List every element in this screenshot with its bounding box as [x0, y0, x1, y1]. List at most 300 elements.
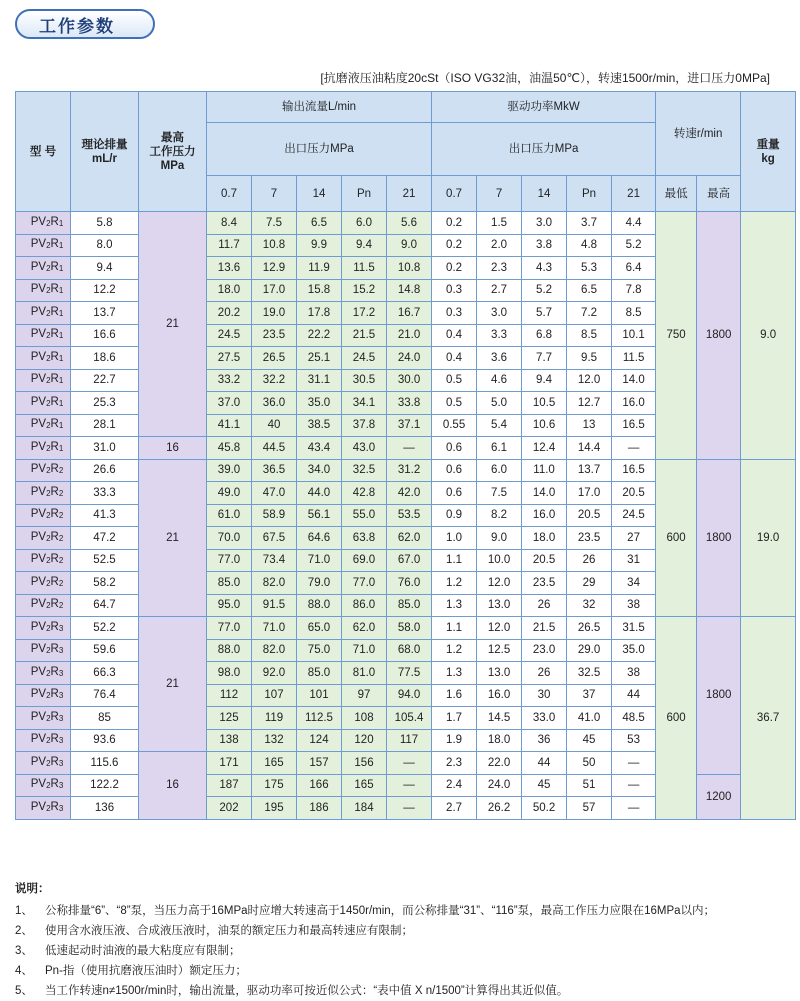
note-item	[15, 981, 785, 1001]
power-cell: 9.4	[522, 369, 567, 392]
header-flow-p1: 0.7	[207, 176, 252, 212]
power-cell: 0.5	[432, 392, 477, 415]
power-cell: 10.5	[522, 392, 567, 415]
power-cell: 21.5	[522, 617, 567, 640]
flow-cell: 11.7	[207, 234, 252, 257]
model-part: 2	[46, 781, 51, 791]
model-part: PV	[30, 238, 47, 251]
model-cell	[16, 504, 71, 527]
power-cell: 20.5	[612, 482, 656, 505]
flow-cell: 202	[207, 797, 252, 820]
model-part: R	[50, 508, 59, 521]
model-part: 2	[46, 421, 51, 431]
flow-cell: 71.0	[252, 617, 297, 640]
flow-cell: 32.5	[342, 459, 387, 482]
power-cell: 11.5	[612, 347, 656, 370]
flow-cell: 49.0	[207, 482, 252, 505]
flow-cell: 25.1	[297, 347, 342, 370]
power-cell: 5.2	[522, 279, 567, 302]
power-cell: —	[612, 752, 656, 775]
power-cell: 12.7	[567, 392, 612, 415]
model-part: 2	[58, 556, 64, 566]
header-flow-p2: 7	[252, 176, 297, 212]
flow-cell: 112	[207, 684, 252, 707]
flow-cell: 77.0	[207, 617, 252, 640]
power-cell: 23.5	[522, 572, 567, 595]
model-cell	[16, 684, 71, 707]
power-cell: 12.0	[477, 617, 522, 640]
power-cell: 34	[612, 572, 656, 595]
model-cell	[16, 392, 71, 415]
max-pressure-cell: 16	[139, 437, 207, 460]
model-part: 1	[58, 443, 64, 453]
model-part: 3	[58, 803, 64, 813]
power-cell: 29.0	[567, 639, 612, 662]
flow-cell: 88.0	[207, 639, 252, 662]
header-flow-outlet-pressure: 出口压力MPa	[207, 123, 432, 176]
flow-cell: 11.9	[297, 257, 342, 280]
note-number: 5、	[15, 985, 33, 997]
displacement-cell: 22.7	[71, 369, 139, 392]
displacement-cell: 47.2	[71, 527, 139, 550]
model-part: R	[50, 755, 59, 768]
displacement-cell: 136	[71, 797, 139, 820]
speed-min-cell: 600	[656, 617, 697, 820]
note-item	[15, 921, 785, 941]
power-cell: 53	[612, 729, 656, 752]
displacement-cell: 76.4	[71, 684, 139, 707]
power-cell: 16.0	[612, 392, 656, 415]
model-part: PV	[30, 328, 47, 341]
flow-cell: 92.0	[252, 662, 297, 685]
model-part: R	[50, 620, 59, 633]
model-part: 3	[58, 758, 64, 768]
flow-cell: 58.0	[387, 617, 432, 640]
power-cell: 38	[612, 594, 656, 617]
flow-cell: 44.5	[252, 437, 297, 460]
flow-cell: 24.0	[387, 347, 432, 370]
model-part: 1	[58, 241, 64, 251]
power-cell: 1.2	[432, 572, 477, 595]
flow-cell: 15.8	[297, 279, 342, 302]
note-number: 1、	[15, 905, 33, 917]
header-power-p2: 7	[477, 176, 522, 212]
model-cell	[16, 774, 71, 797]
model-part: PV	[30, 530, 47, 543]
flow-cell: 33.2	[207, 369, 252, 392]
header-power-p5: 21	[612, 176, 656, 212]
power-cell: 13.7	[567, 459, 612, 482]
model-cell	[16, 572, 71, 595]
power-cell: 0.2	[432, 234, 477, 257]
power-cell: 45	[522, 774, 567, 797]
model-part: PV	[30, 485, 47, 498]
weight-cell: 19.0	[741, 459, 796, 617]
model-part: R	[50, 373, 59, 386]
model-part: 2	[46, 286, 51, 296]
header-weight: 重量 kg	[741, 92, 796, 212]
displacement-cell: 85	[71, 707, 139, 730]
power-cell: 32	[567, 594, 612, 617]
model-part: PV	[30, 350, 47, 363]
model-part: 2	[46, 398, 51, 408]
model-part: R	[50, 800, 59, 813]
model-cell	[16, 639, 71, 662]
power-cell: 4.6	[477, 369, 522, 392]
header-model: 型 号	[16, 92, 71, 212]
flow-cell: 36.0	[252, 392, 297, 415]
displacement-cell: 33.3	[71, 482, 139, 505]
model-part: 2	[46, 308, 51, 318]
flow-cell: 15.2	[342, 279, 387, 302]
power-cell: 24.0	[477, 774, 522, 797]
power-cell: 38	[612, 662, 656, 685]
power-cell: 8.5	[612, 302, 656, 325]
model-cell	[16, 594, 71, 617]
table-row	[16, 459, 796, 482]
speed-max-cell: 1800	[697, 617, 741, 775]
flow-cell: 156	[342, 752, 387, 775]
power-cell: 14.0	[522, 482, 567, 505]
power-cell: 1.1	[432, 549, 477, 572]
model-cell	[16, 459, 71, 482]
header-power-p1: 0.7	[432, 176, 477, 212]
flow-cell: 31.1	[297, 369, 342, 392]
flow-cell: 40	[252, 414, 297, 437]
flow-cell: 20.2	[207, 302, 252, 325]
power-cell: 50.2	[522, 797, 567, 820]
model-part: 1	[58, 286, 64, 296]
power-cell: 16.0	[522, 504, 567, 527]
power-cell: 0.6	[432, 437, 477, 460]
model-part: R	[50, 665, 59, 678]
model-part: R	[50, 643, 59, 656]
model-cell	[16, 729, 71, 752]
max-pressure-cell: 21	[139, 617, 207, 752]
model-part: R	[50, 440, 59, 453]
model-part: R	[50, 238, 59, 251]
power-cell: 0.6	[432, 482, 477, 505]
table-row	[16, 212, 796, 235]
model-cell	[16, 302, 71, 325]
power-cell: 12.0	[477, 572, 522, 595]
note-number: 2、	[15, 925, 33, 937]
model-part: R	[50, 283, 59, 296]
flow-cell: 165	[252, 752, 297, 775]
flow-cell: 108	[342, 707, 387, 730]
displacement-cell: 5.8	[71, 212, 139, 235]
power-cell: 44	[522, 752, 567, 775]
power-cell: 7.5	[477, 482, 522, 505]
note-item	[15, 901, 785, 921]
model-part: R	[50, 553, 59, 566]
power-cell: 4.8	[567, 234, 612, 257]
notes	[15, 880, 785, 1001]
model-part: R	[50, 215, 59, 228]
displacement-cell: 31.0	[71, 437, 139, 460]
flow-cell: 19.0	[252, 302, 297, 325]
flow-cell: 12.9	[252, 257, 297, 280]
power-cell: 9.5	[567, 347, 612, 370]
model-part: PV	[30, 373, 47, 386]
power-cell: 2.0	[477, 234, 522, 257]
model-part: 2	[46, 623, 51, 633]
flow-cell: 18.0	[207, 279, 252, 302]
power-cell: 0.4	[432, 347, 477, 370]
power-cell: 0.55	[432, 414, 477, 437]
flow-cell: 37.8	[342, 414, 387, 437]
model-part: 2	[46, 578, 51, 588]
power-cell: 3.8	[522, 234, 567, 257]
flow-cell: 63.8	[342, 527, 387, 550]
model-part: PV	[30, 575, 47, 588]
model-part: 1	[58, 376, 64, 386]
power-cell: 9.0	[477, 527, 522, 550]
flow-cell: 62.0	[342, 617, 387, 640]
power-cell: 23.5	[567, 527, 612, 550]
flow-cell: 53.5	[387, 504, 432, 527]
model-part: 1	[58, 218, 64, 228]
power-cell: 35.0	[612, 639, 656, 662]
displacement-cell: 26.6	[71, 459, 139, 482]
flow-cell: 9.4	[342, 234, 387, 257]
model-part: PV	[30, 733, 47, 746]
power-cell: 1.3	[432, 594, 477, 617]
flow-cell: 45.8	[207, 437, 252, 460]
power-cell: 11.0	[522, 459, 567, 482]
power-cell: 17.0	[567, 482, 612, 505]
max-pressure-cell: 21	[139, 212, 207, 437]
max-pressure-cell: 16	[139, 752, 207, 820]
power-cell: 1.0	[432, 527, 477, 550]
section-title: 工作参数	[15, 9, 155, 39]
flow-cell: 22.2	[297, 324, 342, 347]
model-cell	[16, 212, 71, 235]
model-part: 2	[46, 601, 51, 611]
model-part: R	[50, 778, 59, 791]
power-cell: 27	[612, 527, 656, 550]
power-cell: 32.5	[567, 662, 612, 685]
flow-cell: 10.8	[252, 234, 297, 257]
model-part: PV	[30, 665, 47, 678]
displacement-cell: 58.2	[71, 572, 139, 595]
model-part: R	[50, 418, 59, 431]
power-cell: 0.2	[432, 212, 477, 235]
power-cell: —	[612, 437, 656, 460]
speed-max-cell: 1800	[697, 459, 741, 617]
flow-cell: 32.2	[252, 369, 297, 392]
flow-cell: 30.0	[387, 369, 432, 392]
header-flow-p5: 21	[387, 176, 432, 212]
flow-cell: 120	[342, 729, 387, 752]
power-cell: 2.4	[432, 774, 477, 797]
flow-cell: 119	[252, 707, 297, 730]
model-part: PV	[30, 800, 47, 813]
header-flow-p4: Pn	[342, 176, 387, 212]
flow-cell: 30.5	[342, 369, 387, 392]
model-part: 1	[58, 398, 64, 408]
model-part: PV	[30, 643, 47, 656]
flow-cell: 13.6	[207, 257, 252, 280]
displacement-cell: 25.3	[71, 392, 139, 415]
flow-cell: 65.0	[297, 617, 342, 640]
model-part: PV	[30, 553, 47, 566]
model-cell	[16, 437, 71, 460]
flow-cell: 105.4	[387, 707, 432, 730]
model-part: 3	[58, 713, 64, 723]
note-text: 使用含水液压液、合成液压液时，油泵的额定压力和最高转速应有限制；	[45, 925, 413, 937]
model-part: 2	[46, 736, 51, 746]
flow-cell: 31.2	[387, 459, 432, 482]
power-cell: 24.5	[612, 504, 656, 527]
model-part: 2	[46, 713, 51, 723]
flow-cell: 175	[252, 774, 297, 797]
model-cell	[16, 347, 71, 370]
flow-cell: 43.4	[297, 437, 342, 460]
model-part: 3	[58, 781, 64, 791]
flow-cell: 43.0	[342, 437, 387, 460]
flow-cell: 17.2	[342, 302, 387, 325]
flow-cell: 71.0	[297, 549, 342, 572]
speed-max-cell: 1200	[697, 774, 741, 819]
displacement-cell: 12.2	[71, 279, 139, 302]
displacement-cell: 18.6	[71, 347, 139, 370]
power-cell: 18.0	[522, 527, 567, 550]
model-part: PV	[30, 305, 47, 318]
power-cell: 6.4	[612, 257, 656, 280]
header-speed-max: 最高	[697, 176, 741, 212]
displacement-cell: 52.5	[71, 549, 139, 572]
model-part: R	[50, 305, 59, 318]
flow-cell: 42.0	[387, 482, 432, 505]
flow-cell: 195	[252, 797, 297, 820]
header-speed: 转速r/min	[656, 92, 741, 176]
model-part: 1	[58, 308, 64, 318]
power-cell: 26.2	[477, 797, 522, 820]
model-part: 3	[58, 668, 64, 678]
model-part: PV	[30, 755, 47, 768]
flow-cell: 157	[297, 752, 342, 775]
flow-cell: 79.0	[297, 572, 342, 595]
power-cell: —	[612, 774, 656, 797]
displacement-cell: 41.3	[71, 504, 139, 527]
power-cell: 20.5	[567, 504, 612, 527]
flow-cell: 35.0	[297, 392, 342, 415]
model-part: R	[50, 260, 59, 273]
power-cell: 14.5	[477, 707, 522, 730]
power-cell: 30	[522, 684, 567, 707]
power-cell: —	[612, 797, 656, 820]
power-cell: 13.0	[477, 594, 522, 617]
flow-cell: 17.0	[252, 279, 297, 302]
model-part: R	[50, 395, 59, 408]
power-cell: 16.0	[477, 684, 522, 707]
power-cell: 31	[612, 549, 656, 572]
power-cell: 45	[567, 729, 612, 752]
model-part: PV	[30, 283, 47, 296]
power-cell: 51	[567, 774, 612, 797]
model-part: PV	[30, 215, 47, 228]
flow-cell: 124	[297, 729, 342, 752]
model-cell	[16, 549, 71, 572]
flow-cell: 70.0	[207, 527, 252, 550]
power-cell: 22.0	[477, 752, 522, 775]
flow-cell: 56.1	[297, 504, 342, 527]
power-cell: 0.5	[432, 369, 477, 392]
model-part: R	[50, 350, 59, 363]
power-cell: 13	[567, 414, 612, 437]
power-cell: 8.5	[567, 324, 612, 347]
model-cell	[16, 617, 71, 640]
displacement-cell: 13.7	[71, 302, 139, 325]
flow-cell: 42.8	[342, 482, 387, 505]
power-cell: 41.0	[567, 707, 612, 730]
model-part: R	[50, 328, 59, 341]
model-part: 2	[46, 533, 51, 543]
power-cell: 44	[612, 684, 656, 707]
displacement-cell: 122.2	[71, 774, 139, 797]
speed-max-cell: 1800	[697, 212, 741, 460]
power-cell: 5.7	[522, 302, 567, 325]
model-part: R	[50, 688, 59, 701]
power-cell: 33.0	[522, 707, 567, 730]
header-power-p4: Pn	[567, 176, 612, 212]
header-power-p3: 14	[522, 176, 567, 212]
note-text: 公称排量“6”、“8”泵，当压力高于16MPa时应增大转速高于1450r/min，而公称排量“31”、“116”泵，最高工作压力应限在16MPa以内；	[45, 905, 716, 917]
power-cell: 23.0	[522, 639, 567, 662]
flow-cell: 24.5	[342, 347, 387, 370]
model-part: PV	[30, 598, 47, 611]
note-item	[15, 941, 785, 961]
model-part: 2	[46, 511, 51, 521]
power-cell: 36	[522, 729, 567, 752]
model-part: 2	[46, 488, 51, 498]
power-cell: 1.2	[432, 639, 477, 662]
model-part: 2	[46, 353, 51, 363]
flow-cell: 47.0	[252, 482, 297, 505]
model-part: 1	[58, 421, 64, 431]
model-cell	[16, 797, 71, 820]
flow-cell: 88.0	[297, 594, 342, 617]
flow-cell: 6.0	[342, 212, 387, 235]
power-cell: 1.3	[432, 662, 477, 685]
flow-cell: 77.5	[387, 662, 432, 685]
power-cell: 1.1	[432, 617, 477, 640]
power-cell: 3.0	[522, 212, 567, 235]
model-part: R	[50, 710, 59, 723]
test-conditions: [抗磨液压油粘度20cSt（ISO VG32油，油温50℃），转速1500r/min，进口压力0MPa]	[320, 71, 770, 85]
model-part: 2	[46, 331, 51, 341]
power-cell: 20.5	[522, 549, 567, 572]
power-cell: 50	[567, 752, 612, 775]
power-cell: 3.7	[567, 212, 612, 235]
power-cell: 2.7	[477, 279, 522, 302]
model-part: 2	[46, 556, 51, 566]
flow-cell: 166	[297, 774, 342, 797]
model-part: 2	[46, 241, 51, 251]
model-cell	[16, 752, 71, 775]
flow-cell: 67.0	[387, 549, 432, 572]
power-cell: 26	[522, 662, 567, 685]
model-cell	[16, 234, 71, 257]
power-cell: 18.0	[477, 729, 522, 752]
flow-cell: 125	[207, 707, 252, 730]
power-cell: 14.4	[567, 437, 612, 460]
flow-cell: 138	[207, 729, 252, 752]
note-text: Pn-指（使用抗磨液压油时）额定压力；	[45, 965, 247, 977]
model-part: 2	[46, 758, 51, 768]
power-cell: 5.2	[612, 234, 656, 257]
